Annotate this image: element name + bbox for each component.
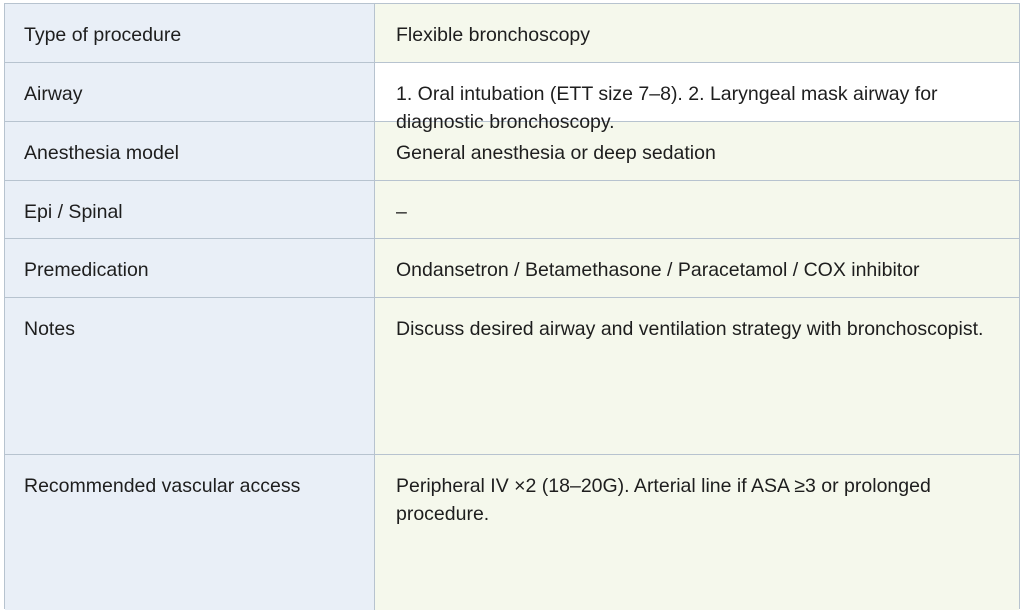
row-label: Recommended vascular access xyxy=(5,455,375,610)
table-row xyxy=(5,238,1019,297)
row-value: General anesthesia or deep sedation xyxy=(375,122,1019,180)
table-row xyxy=(5,180,1019,238)
row-value: Flexible bronchoscopy xyxy=(375,4,1019,62)
row-label: Epi / Spinal xyxy=(5,181,375,238)
table-row xyxy=(5,62,1019,133)
procedure-table xyxy=(4,3,1020,609)
table-row xyxy=(5,297,1019,454)
row-value: 1. Oral intubation (ETT size 7–8). 2. Laryngeal mask airway for diagnostic bronchoscopy. xyxy=(396,83,938,133)
row-label: Type of procedure xyxy=(5,4,375,62)
row-label: Anesthesia model xyxy=(5,122,375,180)
row-label: Airway xyxy=(5,63,375,121)
row-label: Premedication xyxy=(5,239,375,297)
row-value: Peripheral IV ×2 (18–20G). Arterial line if ASA ≥3 or prolonged procedure. xyxy=(375,455,1019,610)
row-value: – xyxy=(375,181,1019,238)
row-value: Ondansetron / Betamethasone / Paracetamol / COX inhibitor xyxy=(375,239,1019,297)
table-row xyxy=(5,4,1019,62)
row-label: Notes xyxy=(5,298,375,454)
table-row xyxy=(5,454,1019,610)
row-value: Discuss desired airway and ventilation strategy with bronchoscopist. xyxy=(375,298,1019,454)
